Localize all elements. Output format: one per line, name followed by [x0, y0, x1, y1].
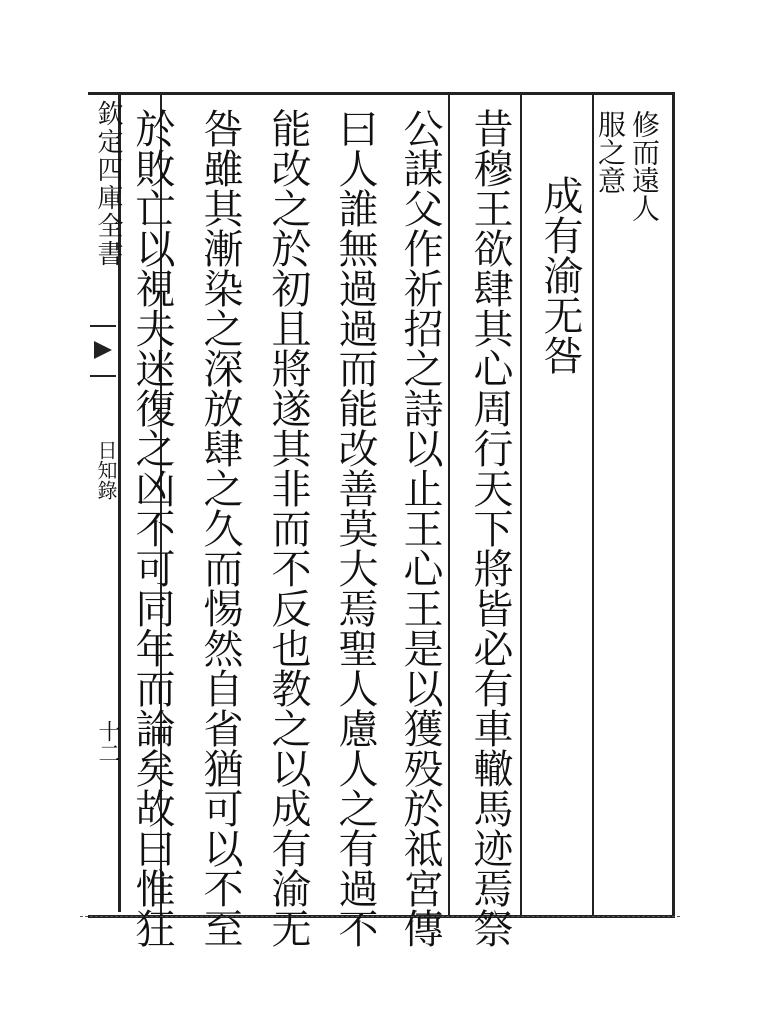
column-rule: [448, 95, 450, 915]
page-number: 十二: [95, 720, 120, 764]
page-frame: [88, 92, 675, 918]
text-column: 咎雖其漸染之深放肆之久而惕然自省猶可以不至: [197, 108, 243, 948]
book-section: 日知錄: [94, 440, 118, 500]
book-title: 欽定四庫全書: [93, 100, 123, 268]
fish-tail-mark: [90, 325, 116, 377]
text-column: 公謀父作祈招之詩以止王心王是以獲殁於祗宮傳: [397, 108, 443, 948]
footer-rule: [80, 916, 680, 925]
text-column: 於敗亡以視夫迷復之凶不可同年而論矣故曰惟狂: [129, 108, 175, 948]
text-column: 曰人誰無過過而能改善莫大焉聖人慮人之有過不: [332, 108, 378, 948]
annotation-line: 服之意: [594, 110, 627, 194]
column-rule: [592, 95, 594, 915]
section-heading: 成有渝无咎: [537, 175, 583, 375]
text-column: 能改之於初且將遂其非而不反也教之以成有渝无: [265, 108, 311, 948]
text-column: 昔穆王欲肆其心周行天下將皆必有車轍馬迹焉祭: [467, 108, 513, 948]
annotation-line: 修而遠人: [628, 110, 661, 222]
column-rule: [520, 95, 522, 915]
